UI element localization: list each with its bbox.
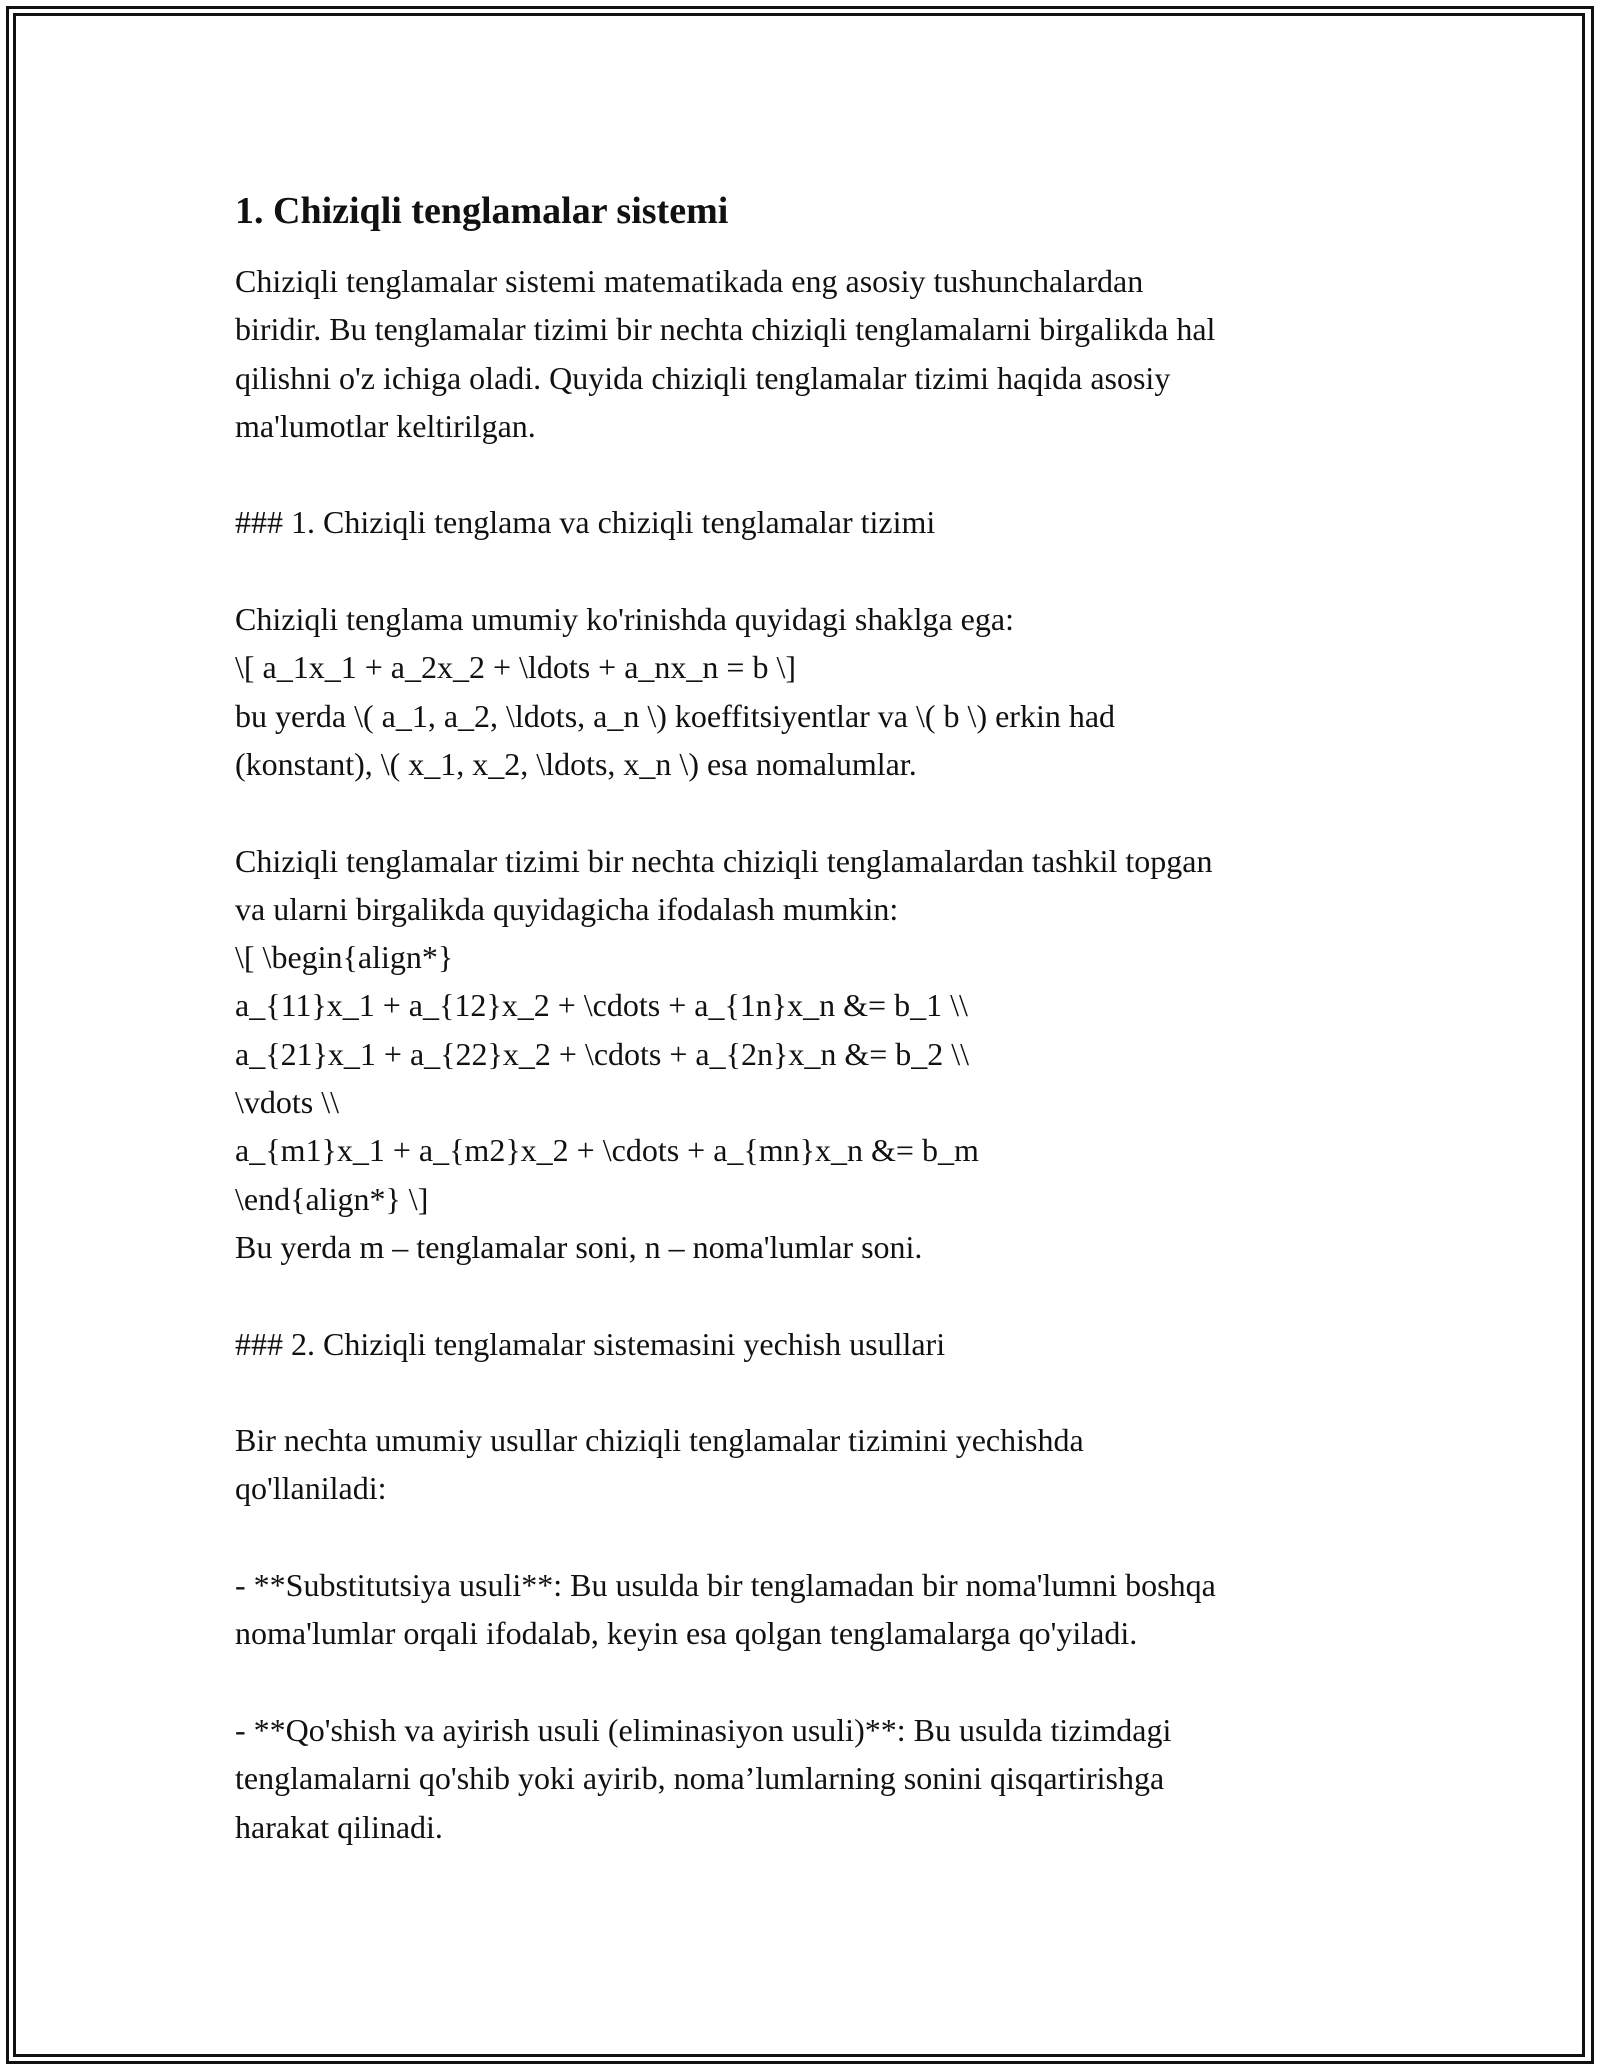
text-line: \[ a_1x_1 + a_2x_2 + \ldots + a_nx_n = b \]	[235, 649, 797, 686]
text-line: ### 2. Chiziqli tenglamalar sistemasini yechish usullari	[235, 1325, 946, 1362]
text-line: Bu yerda m – tenglamalar soni, n – noma'lumlar soni.	[235, 1228, 923, 1265]
blank-line	[235, 547, 1375, 595]
blank-line	[235, 1368, 1375, 1416]
text-line: qilishni o'z ichiga oladi. Quyida chiziqli tenglamalar tizimi haqida asosiy	[235, 359, 1171, 396]
document-body	[235, 185, 1375, 1851]
text-line: biridir. Bu tenglamalar tizimi bir nechta chiziqli tenglamalarni birgalikda hal	[235, 311, 1216, 348]
text-line: \[ \begin{align*}	[235, 939, 454, 976]
text-line: noma'lumlar orqali ifodalab, keyin esa qolgan tenglamalarga qo'yiladi.	[235, 1615, 1138, 1652]
text-line: \vdots \\	[235, 1084, 340, 1121]
blank-line	[235, 1658, 1375, 1706]
text-line: - **Substitutsiya usuli**: Bu usulda bir tenglamadan bir noma'lumni boshqa	[235, 1567, 1216, 1604]
text-line: Bir nechta umumiy usullar chiziqli tenglamalar tizimini yechishda	[235, 1422, 1084, 1459]
text-line: bu yerda \( a_1, a_2, \ldots, a_n \) koeffitsiyentlar va \( b \) erkin had	[235, 697, 1116, 734]
blank-line	[235, 1271, 1375, 1319]
text-line: \end{align*} \]	[235, 1180, 429, 1217]
text-line: qo'llaniladi:	[235, 1470, 387, 1507]
blank-line	[235, 450, 1375, 498]
blank-line	[235, 1513, 1375, 1561]
text-line: ma'lumotlar keltirilgan.	[235, 407, 536, 444]
text-line: va ularni birgalikda quyidagicha ifodalash mumkin:	[235, 890, 899, 927]
blank-line	[235, 788, 1375, 836]
text-line: a_{m1}x_1 + a_{m2}x_2 + \cdots + a_{mn}x_n &= b_m	[235, 1132, 979, 1169]
text-line: a_{21}x_1 + a_{22}x_2 + \cdots + a_{2n}x_n &= b_2 \\	[235, 1035, 970, 1072]
text-line: Chiziqli tenglamalar sistemi matematikada eng asosiy tushunchalardan	[235, 263, 1144, 299]
document-text	[235, 257, 1375, 1851]
text-line: Chiziqli tenglamalar tizimi bir nechta chiziqli tenglamalardan tashkil topgan	[235, 842, 1213, 879]
text-line: harakat qilinadi.	[235, 1808, 443, 1845]
text-line: ### 1. Chiziqli tenglama va chiziqli tenglamalar tizimi	[235, 504, 936, 541]
text-line: - **Qo'shish va ayirish usuli (eliminasiyon usuli)**: Bu usulda tizimdagi	[235, 1711, 1172, 1748]
text-line: tenglamalarni qo'shib yoki ayirib, noma’lumlarning sonini qisqartirishga	[235, 1760, 1165, 1797]
text-line: Chiziqli tenglama umumiy ko'rinishda quyidagi shaklga ega:	[235, 601, 1014, 638]
document-title: 1. Chiziqli tenglamalar sistemi	[235, 190, 729, 232]
text-line: a_{11}x_1 + a_{12}x_2 + \cdots + a_{1n}x_n &= b_1 \\	[235, 987, 968, 1024]
text-line: (konstant), \( x_1, x_2, \ldots, x_n \) esa nomalumlar.	[235, 745, 917, 782]
